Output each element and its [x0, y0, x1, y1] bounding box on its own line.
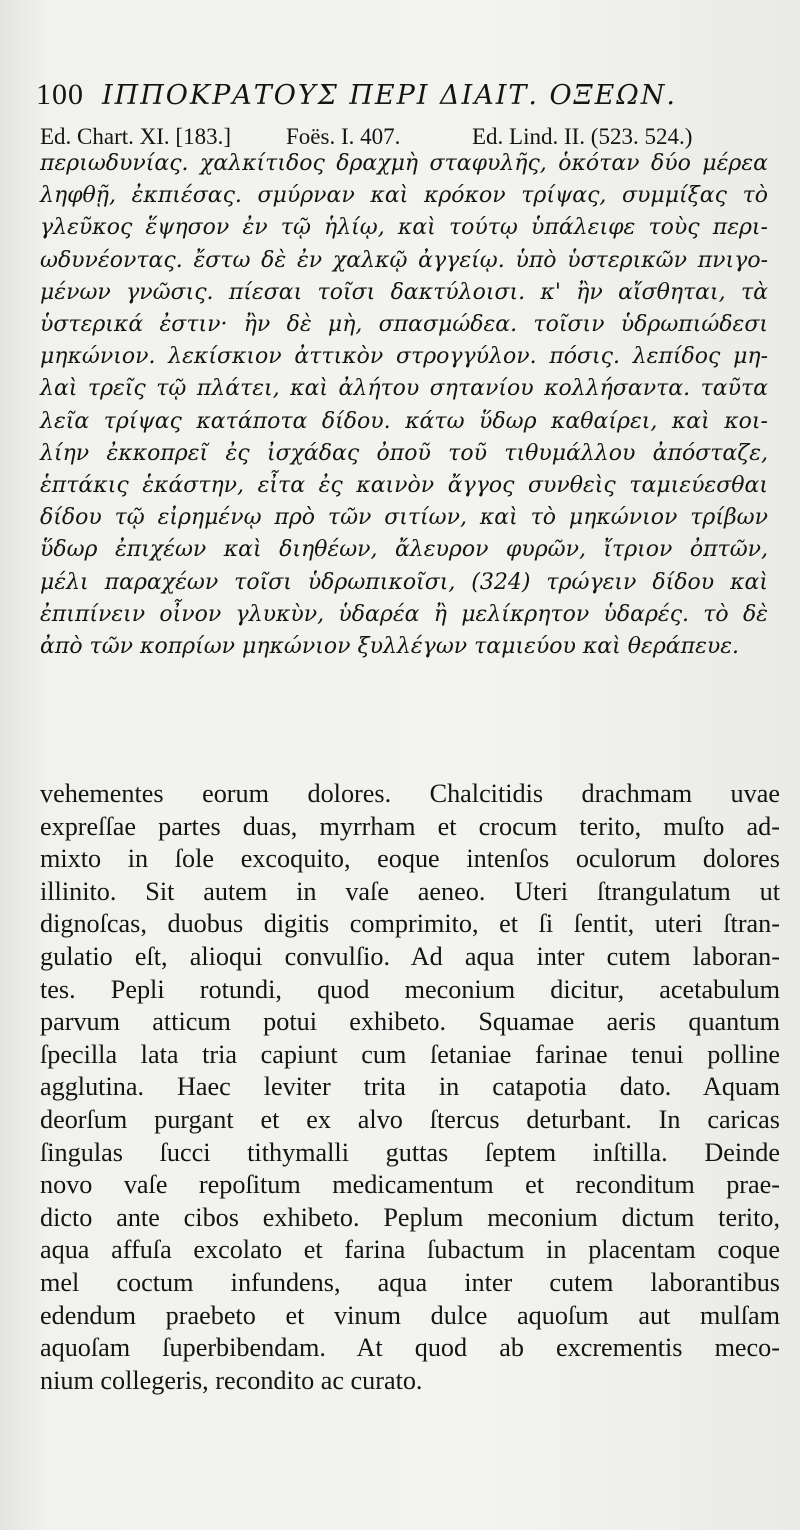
greek-line: ἐπιπίνειν οἶνον γλυκὺν, ὑδαρέα ἢ μελίκρητον ὑδαρές. τὸ δὲ	[40, 601, 768, 627]
ref-linden: Ed. Lind. II. (523. 524.)	[472, 124, 693, 149]
latin-line: parvum atticum potui exhibeto. Squamae aeris quantum	[40, 1007, 780, 1037]
latin-line: agglutina. Haec leviter trita in catapotia dato. Aquam	[40, 1072, 780, 1102]
running-title: ΙΠΠΟΚΡΑΤΟΥΣ ΠΕΡΙ ΔΙΑΙΤ. ΟΞΕΩΝ.	[102, 80, 677, 111]
greek-line: ἀπὸ τῶν κοπρίων μηκώνιον ξυλλέγων ταμιεύου καὶ θεράπευε.	[40, 634, 740, 660]
latin-line: aquoſam ſuperbibendam. At quod ab excrementis meco-	[40, 1333, 780, 1363]
latin-line: mel coctum infundens, aqua inter cutem laborantibus	[40, 1267, 780, 1297]
latin-line: vehementes eorum dolores. Chalcitidis drachmam uvae	[40, 779, 780, 808]
greek-line: ληφθῇ, ἐκπιέσας. σμύρναν καὶ κρόκον τρίψας, συμμίξας τὸ	[40, 183, 768, 209]
latin-line: aqua affuſa excolato et farina ſubactum in placentam coque	[40, 1235, 780, 1265]
latin-line: tes. Pepli rotundi, quod meconium dicitur, acetabulum	[40, 974, 780, 1004]
ref-chartier: Ed. Chart. XI. [183.]	[40, 124, 231, 149]
latin-line: mixto in ſole excoquito, eoque intenſos oculorum dolores	[40, 844, 780, 874]
greek-line: ωδυνέοντας. ἔστω δὲ ἐν χαλκῷ ἀγγείῳ. ὑπὸ ὑστερικῶν πνιγο-	[40, 247, 768, 273]
greek-line: μένων γνῶσις. πίεσαι τοῖσι δακτύλοισι. κ' ἢν αἴσθηται, τὰ	[40, 279, 768, 305]
greek-line: περιωδυνίας. χαλκίτιδος δραχμὴ σταφυλῆς, ὁκόταν δύο μέρεα	[40, 151, 768, 176]
latin-line: ſingulas ſucci tithymalli guttas ſeptem inſtilla. Deinde	[40, 1137, 780, 1167]
latin-line: expreſſae partes duas, myrrham et crocum terito, muſto ad-	[40, 811, 780, 841]
latin-translation	[40, 778, 780, 1397]
ref-foesius: Foës. I. 407.	[286, 124, 401, 149]
greek-text	[40, 148, 768, 663]
greek-line: ὑστερικά ἐστιν· ἢν δὲ μὴ, σπασμώδεα. τοῖσιν ὑδρωπιώδεσι	[40, 312, 768, 338]
running-head	[36, 78, 776, 112]
greek-line: μηκώνιον. λεκίσκιον ἀττικὸν στρογγύλον. πόσις. λεπίδος μη-	[40, 344, 768, 370]
greek-line: ὕδωρ ἐπιχέων καὶ διηθέων, ἄλευρον φυρῶν, ἴτριον ὀπτῶν,	[40, 537, 768, 563]
latin-line: dignoſcas, duobus digitis comprimito, et ſi ſentit, uteri ſtran-	[40, 909, 780, 939]
greek-line: δίδου τῷ εἰρημένῳ πρὸ τῶν σιτίων, καὶ τὸ μηκώνιον τρίβων	[40, 505, 768, 531]
latin-line: dicto ante cibos exhibeto. Peplum meconium dictum terito,	[40, 1202, 780, 1232]
page-number: 100	[36, 78, 84, 111]
latin-line: nium collegeris, recondito ac curato.	[40, 1365, 423, 1395]
greek-line: λίην ἐκκοπρεῖ ἐς ἰσχάδας ὀποῦ τοῦ τιθυμάλλου ἀπόσταζε,	[40, 440, 768, 466]
greek-line: λεῖα τρίψας κατάποτα δίδου. κάτω ὕδωρ καθαίρει, καὶ κοι-	[40, 408, 768, 434]
latin-line: deorſum purgant et ex alvo ſtercus deturbant. In caricas	[40, 1104, 780, 1134]
latin-line: edendum praebeto et vinum dulce aquoſum aut mulſam	[40, 1300, 780, 1330]
greek-line: λαὶ τρεῖς τῷ πλάτει, καὶ ἀλήτου σητανίου κολλήσαντα. ταῦτα	[40, 376, 768, 402]
latin-line: illinito. Sit autem in vaſe aeneo. Uteri ſtrangulatum ut	[40, 876, 780, 906]
latin-line: novo vaſe repoſitum medicamentum et reconditum prae-	[40, 1170, 780, 1200]
greek-line: μέλι παραχέων τοῖσι ὑδρωπικοῖσι, (324) τρώγειν δίδου καὶ	[40, 569, 768, 595]
latin-line: ſpecilla lata tria capiunt cum ſetaniae farinae tenui polline	[40, 1039, 780, 1069]
greek-line: ἑπτάκις ἑκάστην, εἶτα ἐς καινὸν ἄγγος συνθεὶς ταμιεύεσθαι	[40, 473, 768, 499]
edition-references	[40, 124, 780, 150]
greek-line: γλεῦκος ἕψησον ἐν τῷ ἡλίῳ, καὶ τούτῳ ὑπάλειφε τοὺς περι-	[40, 215, 768, 241]
latin-line: gulatio eſt, alioqui convulſio. Ad aqua inter cutem laboran-	[40, 941, 780, 971]
